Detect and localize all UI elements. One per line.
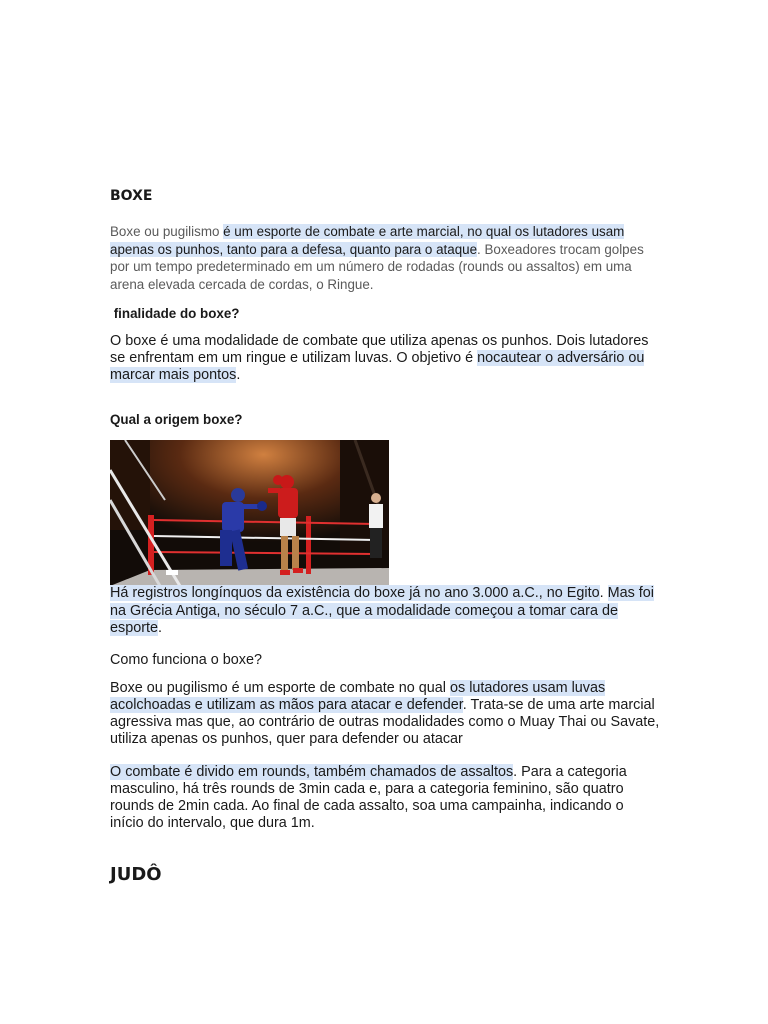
funciona-text2-b: . Para a categoria masculino, há três rounds de 3min cada e, para a categoria feminino, são quatro rounds de 2min cada. Ao final de cada assalto, soa uma campainha, indicando o início do intervalo, que dura 1m. [110,764,627,831]
origem-heading: Qual a origem boxe? [110,412,243,427]
funciona-highlight-2: O combate é divido em rounds, também chamados de assaltos [110,764,514,780]
boxe-title: BOXE [110,188,153,204]
boxing-match-photo [110,440,389,586]
intro-text-c: . Boxeadores trocam golpes por um tempo predeterminado em um número de rodadas (rounds ou assaltos) em uma arena elevada cercada de cordas, o Ringue. [110,241,644,292]
boxe-intro-paragraph [110,223,660,293]
origem-highlight-1: Há registros longínquos da existência do boxe já no ano 3.000 a.C., no Egito [110,585,600,601]
finalidade-text-a: O boxe é uma modalidade de combate que utiliza apenas os punhos. Dois lutadores se enfrentam em um ringue e utilizam luvas. O objetivo é [110,333,649,366]
finalidade-text-c: . [236,367,241,383]
funciona-text1-c: . Trata-se de uma arte marcial agressiva mas que, ao contrário de outras modalidades como o Muay Thai ou Savate, utiliza apenas os punhos, quer para defender ou atacar [110,697,660,747]
funciona-text1-a: Boxe ou pugilismo é um esporte de combate no qual [110,680,450,696]
judo-title: JUDÔ [110,864,162,885]
funciona-paragraph-1 [110,680,660,748]
origem-paragraph [110,585,660,638]
finalidade-heading: finalidade do boxe? [110,306,240,321]
intro-highlight: é um esporte de combate e arte marcial, no qual os lutadores usam apenas os punhos, tanto para a defesa, quanto para o ataque [110,224,625,257]
funciona-paragraph-2 [110,764,660,832]
intro-text-a: Boxe ou pugilismo [110,224,224,239]
origem-text-d: . [158,620,162,636]
origem-text-b: . [599,585,608,601]
funciona-highlight-1: os lutadores usam luvas acolchoadas e utilizam as mãos para atacar e defender [110,680,606,713]
origem-highlight-2: Mas foi na Grécia Antiga, no século 7 a.C., que a modalidade começou a tomar cara de esporte [110,585,654,636]
finalidade-highlight: nocautear o adversário ou marcar mais pontos [110,350,645,383]
finalidade-paragraph [110,333,660,384]
boxing-ring-illustration [110,440,389,586]
funciona-heading: Como funciona o boxe? [110,652,263,668]
